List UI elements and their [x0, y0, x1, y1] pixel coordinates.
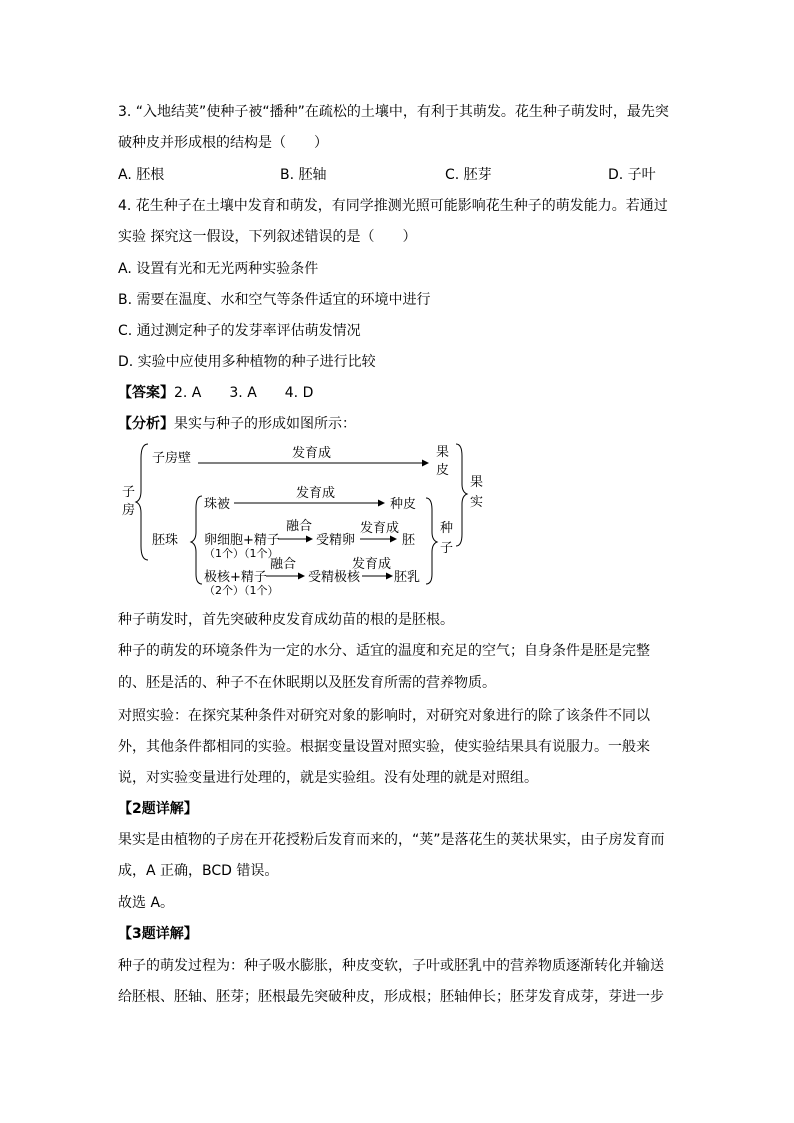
fruit-seed-formation-diagram: [110, 436, 500, 596]
answer-label: 【答案】: [118, 385, 174, 401]
analysis-line: [118, 414, 356, 434]
q3-option-c: C. 胚芽: [445, 167, 492, 183]
para-line-6: 说，对实验变量进行处理的，就是实验组。没有处理的就是对照组。: [118, 770, 538, 786]
q4-stem-line2: 实验 探究这一假设，下列叙述错误的是（ ）: [118, 229, 417, 245]
para-line-2: 种子的萌发的环境条件为一定的水分、适宜的温度和充足的空气；自身条件是胚是完整: [118, 643, 650, 659]
seed-label-1: 种: [440, 521, 454, 536]
seed-coat-label: 种皮: [390, 497, 417, 512]
fruit-label-2: 实: [470, 495, 484, 510]
ovary-brace: [136, 444, 148, 560]
fertilized-polar-label: 受精极核: [308, 570, 361, 585]
q2-detail-line-1: 果实是由植物的子房在开花授粉后发育而来的，“荚”是落花生的荚状果实，由子房发育而: [118, 832, 665, 848]
pericarp-label-1: 果: [436, 445, 450, 460]
fuse-label-1: 融合: [286, 519, 313, 534]
develop-label-4: 发育成: [352, 557, 392, 572]
seed-label-2: 子: [440, 541, 454, 556]
ovule-brace: [191, 496, 202, 584]
q2-detail-line-3: 故选 A。: [118, 895, 175, 911]
fruit-label-1: 果: [470, 475, 484, 490]
seed-brace: [426, 498, 437, 584]
q4-option-b: B. 需要在温度、水和空气等条件适宜的环境中进行: [118, 292, 431, 308]
q3-stem-line2: 破种皮并形成根的结构是（ ）: [118, 135, 328, 151]
para-line-5: 外，其他条件都相同的实验。根据变量设置对照实验，使实验结果具有说服力。一般来: [118, 739, 650, 755]
analysis-label: 【分析】: [118, 416, 174, 432]
polar-label: 极核+精子: [204, 570, 267, 585]
pericarp-label-2: 皮: [436, 463, 450, 478]
endosperm-label: 胚乳: [394, 570, 421, 585]
develop-label-3: 发育成: [360, 521, 400, 536]
integument-label: 珠被: [204, 497, 231, 512]
q4-option-d: D. 实验中应使用多种植物的种子进行比较: [118, 354, 376, 370]
embryo-label: 胚: [402, 533, 416, 548]
q4-option-c: C. 通过测定种子的发芽率评估萌发情况: [118, 323, 361, 339]
q3-stem-line1: 3. “入地结荚”使种子被“播种”在疏松的土壤中，有利于其萌发。花生种子萌发时，最先突: [118, 104, 669, 120]
q3-detail-line-2: 给胚根、胚轴、胚芽；胚根最先突破种皮，形成根；胚轴伸长；胚芽发育成芽，芽进一步: [118, 989, 664, 1005]
ovary-label-2: 房: [122, 503, 136, 518]
q2-detail-line-2: 成，A 正确，BCD 错误。: [118, 863, 279, 879]
ovule-label: 胚珠: [152, 533, 179, 548]
q4-option-a: A. 设置有光和无光两种实验条件: [118, 261, 319, 277]
q3-option-b: B. 胚轴: [280, 167, 327, 183]
analysis-text: 果实与种子的形成如图所示：: [174, 416, 356, 432]
para-line-1: 种子萌发时，首先突破种皮发育成幼苗的根的是胚根。: [118, 612, 454, 628]
q4-stem-line1: 4. 花生种子在土壤中发育和萌发，有同学推测光照可能影响花生种子的萌发能力。若通过: [118, 198, 668, 214]
para-line-3: 的、胚是活的、种子不在休眠期以及胚发育所需的营养物质。: [118, 675, 496, 691]
zygote-label: 受精卵: [316, 533, 356, 548]
egg-label: 卵细胞+精子: [204, 533, 280, 548]
q3-detail-title: 【3题详解】: [118, 926, 198, 942]
fruit-brace: [456, 444, 467, 546]
answer-line: [118, 383, 313, 403]
q2-detail-title: 【2题详解】: [118, 801, 198, 817]
ovary-wall-label: 子房壁: [152, 451, 192, 466]
develop-label-2: 发育成: [296, 486, 336, 501]
answer-text: 2. A 3. A 4. D: [174, 385, 314, 401]
polar-count-label: （2个）（1个）: [204, 584, 279, 596]
q3-option-d: D. 子叶: [608, 167, 656, 183]
fuse-label-2: 融合: [270, 557, 297, 572]
q3-detail-line-1: 种子的萌发过程为：种子吸水膨胀，种皮变软，子叶或胚乳中的营养物质逐渐转化并输送: [118, 958, 664, 974]
ovary-label-1: 子: [122, 485, 136, 500]
para-line-4: 对照实验：在探究某种条件对研究对象的影响时，对研究对象进行的除了该条件不同以: [118, 708, 650, 724]
egg-count-label: （1个）（1个）: [204, 547, 279, 560]
develop-label-1: 发育成: [292, 446, 332, 461]
q3-option-a: A. 胚根: [118, 167, 165, 183]
